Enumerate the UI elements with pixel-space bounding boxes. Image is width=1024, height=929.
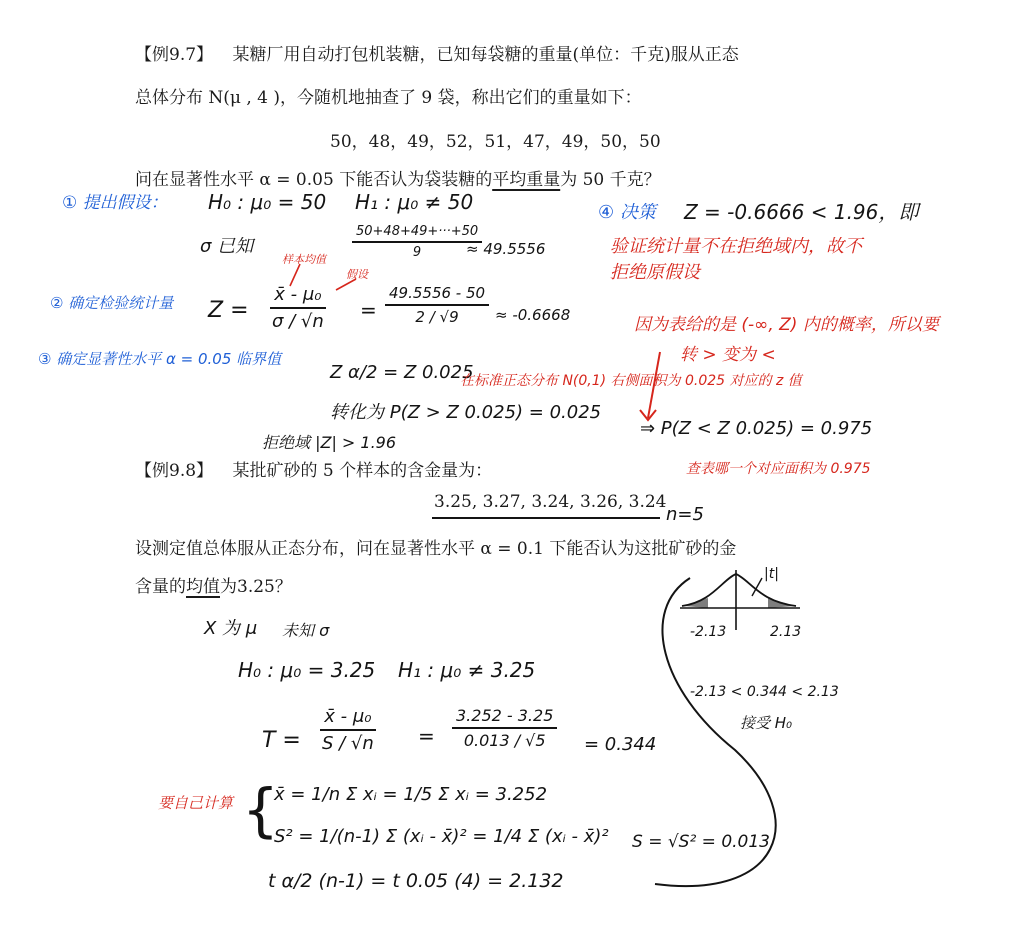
z-denominator: σ / √n (272, 311, 324, 332)
mean-numerator: 50+48+49+···+50 (352, 224, 482, 243)
accept-h0: 接受 H₀ (740, 714, 793, 732)
compare-statement: -2.13 < 0.344 < 2.13 (690, 684, 839, 700)
t-sub-denominator: 0.013 / √5 (463, 731, 546, 750)
example-9-8-label: 【例9.8】 (135, 461, 214, 481)
h0-hypothesis-98: H₀ : μ₀ = 3.25 (238, 658, 376, 682)
annotation-sample-mean: 样本均值 (282, 253, 326, 266)
step1-label: ① 提出假设： (62, 193, 168, 213)
z-numerator: x̄ - μ₀ (270, 284, 325, 309)
example-9-8-text1: 某批矿砂的 5 个样本的含金量为： (232, 461, 493, 481)
question-pre: 问在显著性水平 α = 0.05 下能否认为袋装糖的 (135, 170, 493, 190)
reject-region: 拒绝域 |Z| > 1.96 (262, 433, 397, 452)
table-lookup-note: 查表哪一个对应面积为 0.975 (686, 461, 871, 477)
xbar-formula: x̄ = 1/n Σ xᵢ = 1/5 Σ xᵢ = 3.252 (274, 784, 548, 805)
mean-denominator: 9 (412, 245, 422, 260)
z-sub-denominator: 2 / √9 (415, 308, 459, 326)
annotation-hypothesis: 假设 (346, 268, 368, 281)
decision-statement: Z = -0.6666 < 1.96，即 (684, 200, 919, 224)
convert-probability: 转化为 P(Z > Z 0.025) = 0.025 (330, 402, 602, 423)
positive-critical: 2.13 (770, 624, 802, 640)
arrow-sample-mean (290, 264, 300, 286)
step2-label: ② 确定检验统计量 (50, 294, 174, 312)
line3-pre: 含量的 (135, 577, 186, 597)
sketch-left-tail (684, 598, 708, 608)
x-is-mu: X 为 μ (204, 618, 258, 639)
h0-hypothesis-97: H₀ : μ₀ = 50 (208, 190, 327, 214)
step3-label: ③ 确定显著性水平 α = 0.05 临界值 (38, 350, 282, 368)
t-lhs: T = (262, 728, 301, 753)
question-post: 为 50 千克？ (560, 170, 661, 190)
table-note-line1: 因为表给的是 (-∞, Z) 内的概率，所以要 (634, 315, 939, 335)
example-9-7-line2: 总体分布 N(μ , 4 )，今随机地抽查了 9 袋，称出它们的重量如下： (135, 88, 642, 108)
example-9-8-data: 3.25, 3.27, 3.24, 3.26, 3.24 (434, 492, 667, 512)
line3-underlined: 均值 (186, 577, 220, 597)
calc-label: 要自己计算 (158, 794, 234, 812)
z-sub-numerator: 49.5556 - 50 (385, 284, 489, 306)
s-value: S = √S² = 0.013 (632, 832, 771, 852)
z-equals: = (360, 298, 377, 322)
arrow-table-note (648, 352, 660, 418)
sigma-known: σ 已知 (200, 236, 254, 257)
system-brace: { (242, 776, 279, 844)
z-value: ≈ -0.6668 (495, 306, 571, 324)
z-half-alpha: Z α/2 = Z 0.025 (330, 362, 474, 383)
arrow-hypothesis (336, 279, 356, 290)
line3-post: 为3.25？ (220, 577, 292, 597)
z-lhs: Z = (208, 298, 249, 323)
sample-size: n=5 (666, 504, 704, 525)
example-9-7-label: 【例9.7】 (135, 45, 214, 65)
example-9-7-text1: 某糖厂用自动打包机装糖，已知每袋糖的重量(单位：千克)服从正态 (232, 45, 739, 65)
decision-line2: 验证统计量不在拒绝域内，故不 (610, 236, 862, 257)
t-denominator: S / √n (322, 733, 374, 754)
s2-formula: S² = 1/(n-1) Σ (xᵢ - x̄)² = 1/4 Σ (xᵢ - x̄)² (274, 826, 609, 847)
loop-arrow (655, 578, 776, 886)
mean-value: ≈ 49.5556 (466, 240, 546, 258)
t-equals: = (418, 724, 435, 748)
step4-label: ④ 决策 (598, 202, 656, 223)
example-9-7-data: 50，48，49，52，51，47，49，50，50 (330, 132, 661, 152)
t-value: = 0.344 (584, 734, 657, 755)
negative-critical: -2.13 (690, 624, 727, 640)
table-note-line2: 转 > 变为 < (680, 345, 776, 365)
sigma-unknown: 未知 σ (282, 621, 330, 640)
t-numerator: x̄ - μ₀ (320, 706, 375, 731)
abs-t-label: |t| (764, 566, 779, 582)
converted-probability: ⇒ P(Z < Z 0.025) = 0.975 (640, 418, 873, 439)
h1-hypothesis-97: H₁ : μ₀ ≠ 50 (355, 190, 474, 214)
t-sub-numerator: 3.252 - 3.25 (452, 706, 557, 729)
h1-hypothesis-98: H₁ : μ₀ ≠ 3.25 (398, 658, 536, 682)
t-critical: t α/2 (n-1) = t 0.05 (4) = 2.132 (268, 870, 564, 892)
example-9-8-line2: 设测定值总体服从正态分布，问在显著性水平 α = 0.1 下能否认为这批矿砂的金 (135, 539, 737, 559)
decision-line3: 拒绝原假设 (610, 262, 700, 283)
sketch-right-tail (768, 598, 796, 608)
question-underlined: 平均重量 (492, 170, 561, 190)
z-half-note: 在标准正态分布 N(0,1) 右侧面积为 0.025 对应的 z 值 (460, 373, 802, 389)
